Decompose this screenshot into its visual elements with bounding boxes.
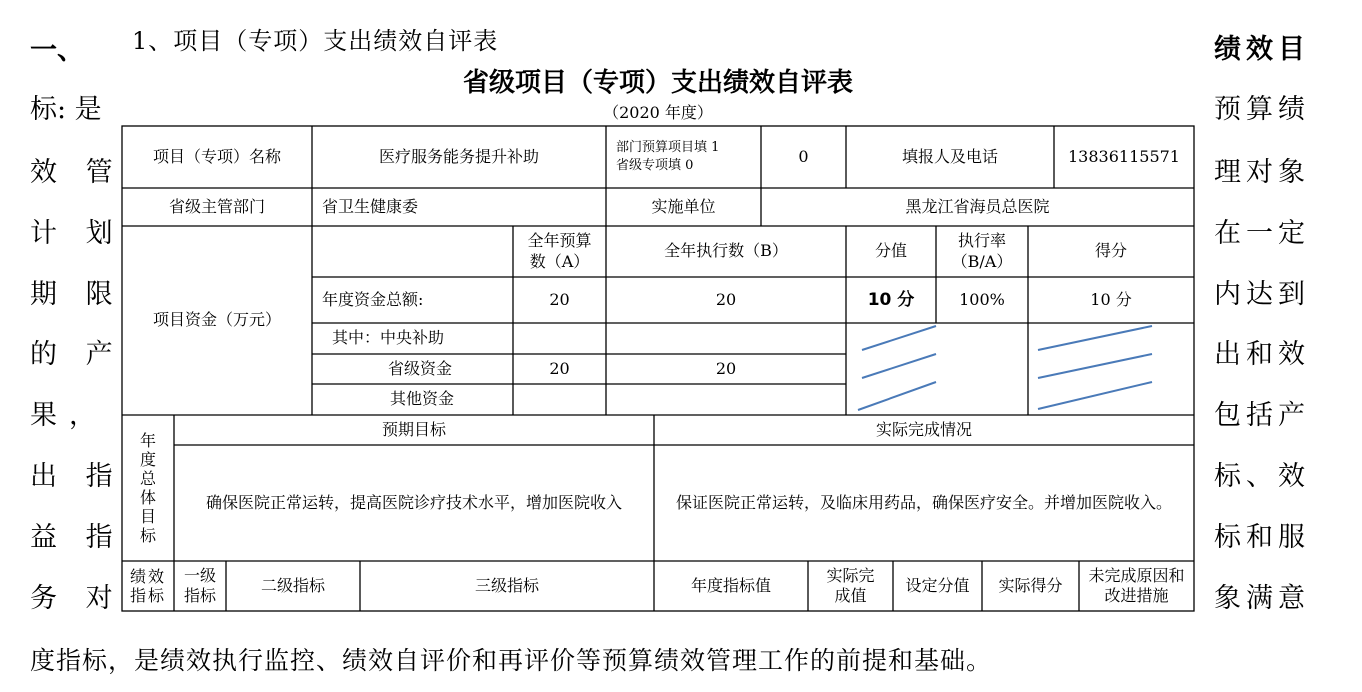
budget-code-line-2: 省级专项填 0 [616,158,694,173]
funds-row-label: 年度资金总额: [322,289,424,309]
expected-goal-header: 预期目标 [381,419,446,439]
funds-row-label: 其中：中央补助 [332,328,445,348]
reporter-phone: 13836115571 [1068,146,1180,166]
hatch-marks [858,326,1152,410]
right-line: 在一定 [1214,218,1310,249]
funds-row-budget: 20 [549,358,570,378]
funds-row-exec: 20 [715,358,737,378]
indicator-reason: 未完成原因和改进措施 [1088,566,1185,605]
funds-row-budget [513,323,606,354]
indicator-level-3: 三级指标 [474,575,539,595]
col-rate-header: 执行率（B/A） [951,230,1013,271]
funds-row-label: 其他资金 [390,389,455,409]
project-name-label: 项目（专项）名称 [152,146,281,166]
left-line: 果， [30,400,108,431]
form-title: 省级项目（专项）支出绩效自评表 [462,68,853,98]
indicator-side-label: 绩效指标 [129,566,166,605]
right-line: 内达到 [1214,279,1310,310]
indicator-level-2: 二级指标 [260,575,325,595]
right-line: 标、效 [1214,461,1310,492]
goal-side-label: 年度总体目标 [139,431,156,545]
funds-row-rate: 100% [959,289,1005,309]
funds-row-score-value: 10 分 [867,289,915,310]
funds-row-exec [606,384,846,415]
funds-row-exec: 20 [715,289,737,309]
impl-value: 黑龙江省海员总医院 [905,196,1050,216]
indicator-year-value: 年度指标值 [690,575,771,595]
left-line: 标: 是 [30,94,102,125]
right-line: 出和效 [1214,339,1310,370]
left-line: 益 指 [30,522,123,553]
actual-result-header: 实际完成情况 [875,419,972,439]
left-line: 的 产 [30,339,123,370]
impl-label: 实施单位 [651,196,716,216]
left-line: 计 划 [30,218,123,249]
budget-code-label [606,126,761,188]
right-line: 理对象 [1214,157,1310,188]
col-score-header: 得分 [1094,241,1127,261]
right-line: 包括产 [1214,400,1310,431]
bottom-line: 度指标，是绩效执行监控、绩效自评价和再评价等预算绩效管理工作的前提和基础。 [30,646,993,675]
funds-row-budget: 20 [549,289,570,309]
col-budget-header: 全年预算数（A） [527,230,592,271]
indicator-set-score: 设定分值 [905,576,970,595]
right-line: 预算绩 [1214,94,1310,125]
project-name-value: 医疗服务能务提升补助 [378,146,539,166]
col-score-value-header: 分值 [874,241,907,261]
indicator-level-1: 一级指标 [183,566,216,605]
funds-label: 项目资金（万元） [152,310,281,330]
expected-goal-text: 确保医院正常运转，提高医院诊疗技术水平，增加医院收入 [205,492,622,512]
left-line: 效 管 [30,157,123,188]
right-line: 标和服 [1214,522,1310,553]
right-line: 绩效目 [1214,34,1310,65]
funds-row-score: 10 分 [1090,289,1132,309]
left-line: 务 对 [30,583,123,614]
funds-row-budget [513,384,606,415]
right-line: 象满意 [1214,583,1310,614]
left-line: 期 限 [30,279,123,310]
indicator-actual-score: 实际得分 [998,576,1063,595]
reporter-label: 填报人及电话 [901,146,998,166]
funds-row-exec [606,323,846,354]
dept-value: 省卫生健康委 [322,196,419,216]
form-year: （2020 年度） [603,103,713,122]
col-exec-header: 全年执行数（B） [664,241,788,261]
budget-code-value: 0 [798,146,809,166]
dept-label: 省级主管部门 [168,196,265,216]
left-line: 出 指 [30,461,123,492]
actual-result-text: 保证医院正常运转，及临床用药品，确保医疗安全。并增加医院收入。 [675,492,1172,512]
heading-prefix: 一、 [30,35,84,66]
budget-code-line-1: 部门预算项目填 1 [616,140,720,156]
indicator-actual-value: 实际完成值 [826,566,875,605]
funds-row-label: 省级资金 [388,358,453,378]
section-heading: 1、项目（专项）支出绩效自评表 [132,27,499,55]
